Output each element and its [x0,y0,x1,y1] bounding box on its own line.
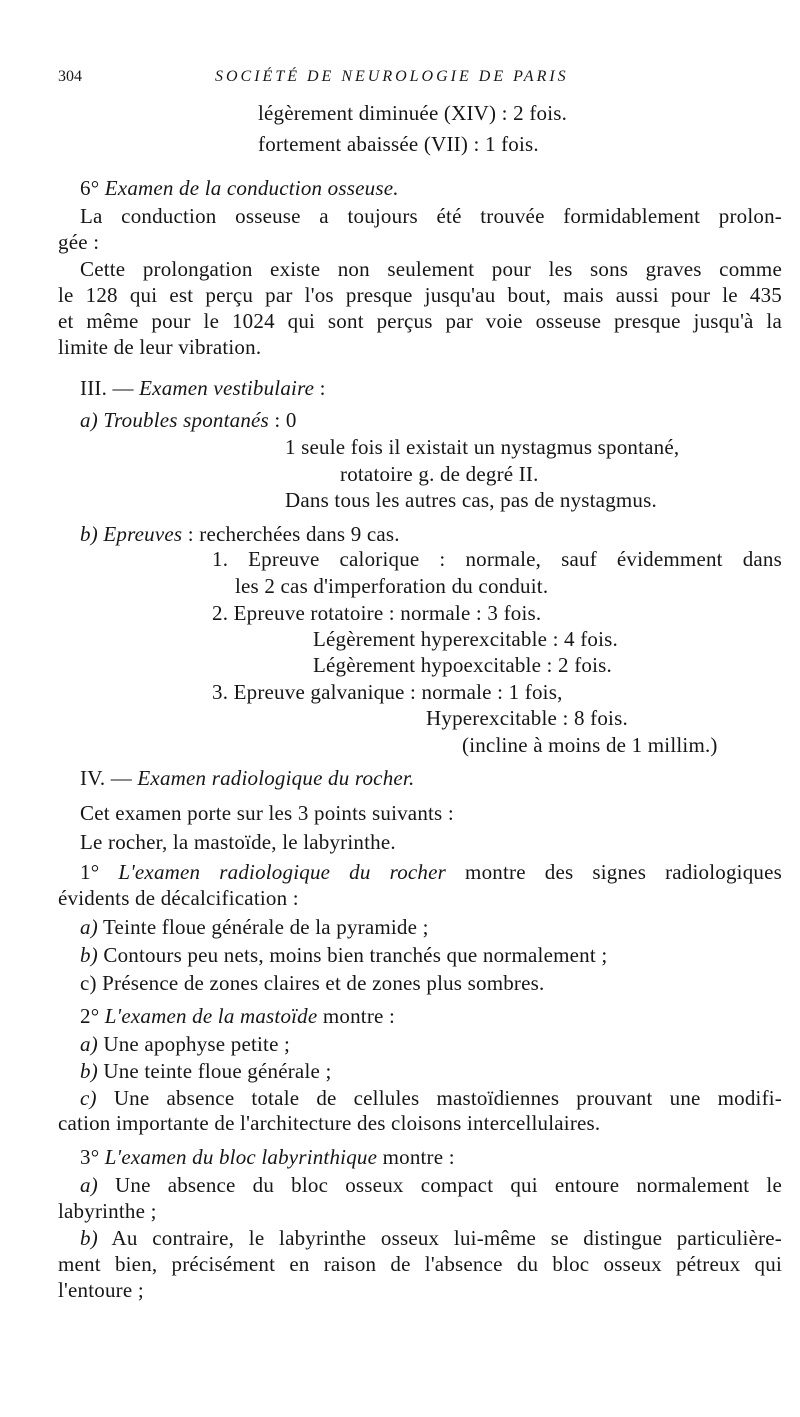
list-item: b) Une teinte floue générale ; [80,1059,332,1083]
paragraph-line: Le rocher, la mastoïde, le labyrinthe. [80,830,396,854]
list-item: c) Une absence totale de cellules mastoïdiennes prouvant une modifi- [80,1086,783,1110]
section-heading: 6° Examen de la conduction osseuse. [80,176,399,200]
paragraph-line: gée : [58,230,100,254]
list-item-cont: (incline à moins de 1 millim.) [462,733,718,757]
text-line: Dans tous les autres cas, pas de nystagmus. [285,488,657,512]
paragraph-line: le 128 qui est perçu par l'os presque jusqu'au bout, mais aussi pour le 435 [58,283,782,307]
subsection-line: a) Troubles spontanés : 0 [80,408,297,432]
list-item: 3. Epreuve galvanique : normale : 1 fois, [212,680,563,704]
list-item: a) Une apophyse petite ; [80,1032,291,1056]
section-heading: III. — Examen vestibulaire : [80,376,326,400]
list-item: b) Au contraire, le labyrinthe osseux lui-même se distingue particulière- [80,1226,782,1250]
paragraph-line: l'entoure ; [58,1278,144,1302]
list-item: a) Une absence du bloc osseux compact qui entoure normalement le [80,1173,782,1197]
text-line: légèrement diminuée (XIV) : 2 fois. [258,101,568,125]
list-item-cont: Hyperexcitable : 8 fois. [426,706,628,730]
page-number: 304 [58,68,82,85]
list-item-cont: Légèrement hypoexcitable : 2 fois. [313,653,612,677]
subsection-line: b) Epreuves : recherchées dans 9 cas. [80,522,400,546]
section-heading: IV. — Examen radiologique du rocher. [80,766,415,790]
paragraph-line: Cette prolongation existe non seulement pour les sons graves comme [80,257,782,281]
paragraph-line: labyrinthe ; [58,1199,157,1223]
paragraph-line: Cet examen porte sur les 3 points suivants : [80,801,454,825]
paragraph-line: cation importante de l'architecture des cloisons intercellulaires. [58,1111,601,1135]
list-item: c) Présence de zones claires et de zones plus sombres. [80,971,545,995]
list-item: a) Teinte floue générale de la pyramide ; [80,915,429,939]
text-line: 1 seule fois il existait un nystagmus spontané, [285,435,680,459]
list-item-cont: les 2 cas d'imperforation du conduit. [235,574,549,598]
paragraph-line: évidents de décalcification : [58,886,299,910]
paragraph-line: 1° L'examen radiologique du rocher montre des signes radiologiques [80,860,783,884]
text-line: fortement abaissée (VII) : 1 fois. [258,132,539,156]
paragraph-line: et même pour le 1024 qui sont perçus par voie osseuse presque jusqu'à la [58,309,782,333]
paragraph-line: ment bien, précisément en raison de l'absence du bloc osseux pétreux qui [58,1252,782,1276]
paragraph-line: 3° L'examen du bloc labyrinthique montre : [80,1145,455,1169]
list-item: b) Contours peu nets, moins bien tranchés que normalement ; [80,943,608,967]
list-item: 2. Epreuve rotatoire : normale : 3 fois. [212,601,542,625]
list-item-cont: Légèrement hyperexcitable : 4 fois. [313,627,618,651]
running-title: SOCIÉTÉ DE NEUROLOGIE DE PARIS [215,68,569,85]
text-line: rotatoire g. de degré II. [340,462,539,486]
paragraph-line: limite de leur vibration. [58,335,262,359]
paragraph-line: 2° L'examen de la mastoïde montre : [80,1004,396,1028]
paragraph-line: La conduction osseuse a toujours été trouvée formidablement prolon- [80,204,782,228]
list-item: 1. Epreuve calorique : normale, sauf évidemment dans [212,547,782,571]
